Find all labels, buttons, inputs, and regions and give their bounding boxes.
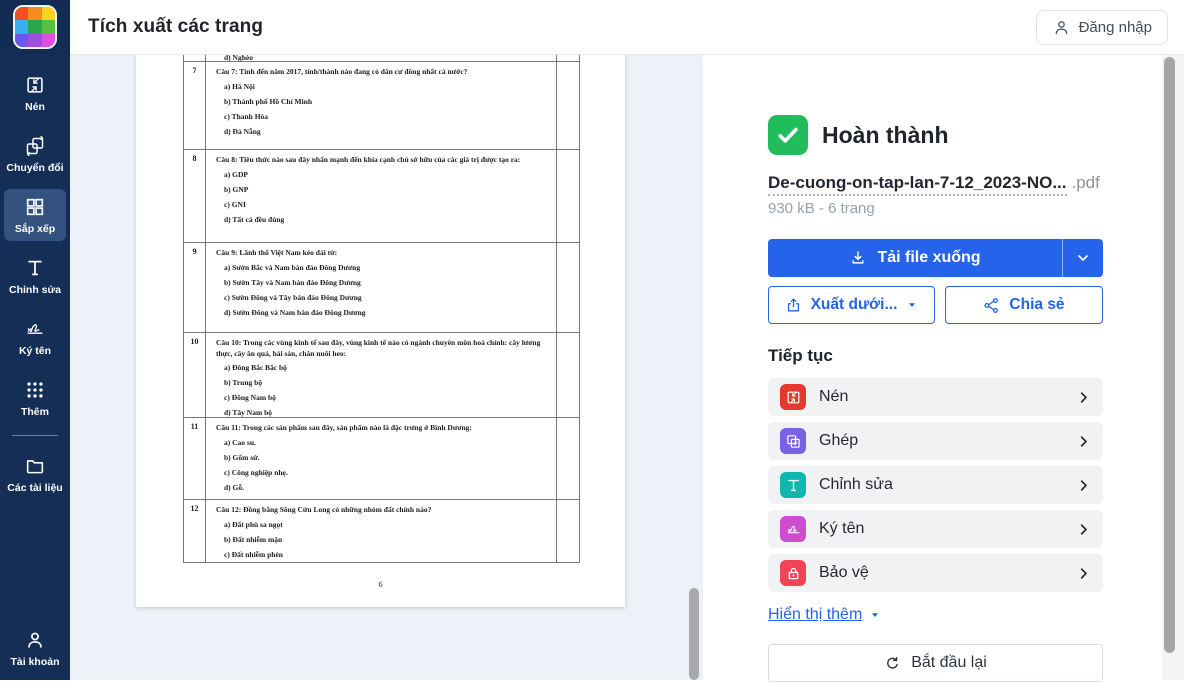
sidebar-item-organize[interactable] <box>4 189 66 241</box>
continue-item-label: Ghép <box>819 432 859 449</box>
document-preview-area <box>70 55 703 680</box>
table-row-q10 <box>184 333 579 418</box>
restart-icon <box>884 655 901 672</box>
continue-heading: Tiếp tục <box>768 346 833 365</box>
document-scrollbar-thumb[interactable] <box>689 588 699 680</box>
sidebar-item-more[interactable] <box>4 372 66 424</box>
page-scrollbar-track <box>1162 55 1184 680</box>
question-number: 7 <box>184 62 206 149</box>
question-text: Câu 7: Tính đến năm 2017, tỉnh/thành nào đang có dân cư đông nhất cả nước? <box>216 67 468 76</box>
sidebar-item-label: Ký tên <box>18 345 52 357</box>
option-line: b) Thành phố Hồ Chí Minh <box>224 96 313 106</box>
question-number: 9 <box>184 243 206 332</box>
table-row-q8 <box>184 150 579 243</box>
pdf-page-number: 6 <box>378 579 383 589</box>
app-logo <box>13 5 57 49</box>
table-row-q11 <box>184 418 579 500</box>
compress-icon <box>24 74 46 96</box>
secondary-actions-row <box>768 286 1103 324</box>
option-line: c) Thanh Hóa <box>224 111 269 121</box>
option-line: c) Đông Nam bộ <box>224 393 276 402</box>
share-button[interactable] <box>945 286 1103 324</box>
caret-down-icon <box>869 609 881 621</box>
file-meta: 930 kB - 6 trang <box>768 200 875 217</box>
top-header <box>0 0 1184 55</box>
person-icon <box>1052 18 1071 37</box>
sidebar-item-edit[interactable] <box>4 250 66 302</box>
page-title: Tích xuất các trang <box>88 16 264 37</box>
status-title: Hoàn thành <box>822 121 949 148</box>
status-row <box>768 115 1103 155</box>
page-scrollbar-thumb[interactable] <box>1164 57 1175 653</box>
sidebar-item-label: Sắp xếp <box>14 223 56 235</box>
sidebar-item-label: Các tài liệu <box>7 482 63 494</box>
download-options-button[interactable] <box>1063 239 1103 277</box>
question-text: Câu 10: Trong các vùng kinh tế sau đây, vùng kinh tế nào có ngành chuyên môn hoá chính: cây lương thực, cây ăn quả, hải sản, chăn nuôi heo: <box>216 338 541 358</box>
caret-down-icon <box>906 299 918 311</box>
option-line: a) Sườn Bắc và Nam bán đảo Đông Dương <box>224 262 361 272</box>
export-icon <box>785 297 802 314</box>
question-text: Câu 9: Lãnh thổ Việt Nam kéo dài từ: <box>216 248 338 257</box>
restart-button[interactable] <box>768 644 1103 682</box>
table-row-q9 <box>184 243 579 333</box>
chevron-right-icon <box>1076 434 1091 449</box>
option-line: d) Gỗ. <box>224 482 245 492</box>
continue-item-sign[interactable] <box>768 510 1103 548</box>
check-icon <box>775 122 801 148</box>
sidebar-item-label: Chuyển đổi <box>6 162 64 174</box>
continue-item-compress[interactable] <box>768 378 1103 416</box>
table-row-q7 <box>184 62 579 150</box>
show-more-label: Hiển thị thêm <box>768 606 863 623</box>
organize-icon <box>24 196 46 218</box>
convert-icon <box>24 135 46 157</box>
table-row-q12 <box>184 500 579 563</box>
download-button[interactable] <box>768 239 1063 277</box>
continue-item-label: Nén <box>819 388 849 405</box>
option-line: b) Gốm sứ. <box>224 452 260 462</box>
sidebar-item-label: Nén <box>25 101 45 113</box>
file-row <box>768 173 1103 193</box>
sidebar-divider <box>12 435 58 436</box>
option-line: c) Sườn Đông và Tây bán đảo Đông Dương <box>224 292 362 302</box>
option-line: a) Đông Bắc Bắc bộ <box>224 363 287 372</box>
question-number: 12 <box>184 500 206 562</box>
more-icon <box>24 379 46 401</box>
download-icon <box>849 249 867 267</box>
result-panel <box>703 55 1158 680</box>
continue-item-label: Ký tên <box>819 520 865 537</box>
chevron-right-icon <box>1076 566 1091 581</box>
chevron-right-icon <box>1076 478 1091 493</box>
success-check-badge <box>768 115 808 155</box>
quiz-table <box>183 55 580 563</box>
option-line: d) Sườn Đông và Nam bán đảo Đông Dương <box>224 307 366 317</box>
restart-label: Bắt đầu lại <box>911 654 987 671</box>
option-line: b) GNP <box>224 184 249 194</box>
continue-item-merge[interactable] <box>768 422 1103 460</box>
option-line: c) GNI <box>224 199 246 209</box>
option-line: d) Nghèo <box>224 55 253 61</box>
show-more-link[interactable] <box>768 606 881 624</box>
app-logo-block[interactable] <box>0 0 70 55</box>
edit-icon <box>780 472 806 498</box>
tools-sidebar <box>0 55 70 680</box>
option-line: d) Tây Nam bộ <box>224 408 272 417</box>
chevron-right-icon <box>1076 522 1091 537</box>
sidebar-item-documents[interactable] <box>4 448 66 500</box>
chevron-right-icon <box>1076 390 1091 405</box>
sidebar-item-compress[interactable] <box>4 67 66 119</box>
option-line: a) Đất phù sa ngọt <box>224 519 283 529</box>
option-line: d) Tất cả đều đúng <box>224 214 285 224</box>
share-label: Chia sẻ <box>1009 296 1065 313</box>
merge-icon <box>780 428 806 454</box>
login-button[interactable] <box>1036 10 1168 45</box>
person-icon <box>24 629 46 651</box>
continue-item-protect[interactable] <box>768 554 1103 592</box>
download-button-group <box>768 239 1103 277</box>
continue-item-label: Chỉnh sửa <box>819 476 893 493</box>
continue-item-label: Bảo vệ <box>819 564 869 581</box>
sidebar-item-convert[interactable] <box>4 128 66 180</box>
option-line: a) Hà Nội <box>224 81 255 91</box>
sidebar-item-label: Tài khoản <box>10 656 60 668</box>
compress-icon <box>780 384 806 410</box>
option-line: a) Cao su. <box>224 437 256 447</box>
option-line: c) Công nghiệp nhẹ. <box>224 467 288 477</box>
export-label: Xuất dưới... <box>810 296 898 313</box>
option-line: b) Sườn Tây và Nam bán đảo Đông Dương <box>224 277 361 287</box>
question-number: 11 <box>184 418 206 499</box>
continue-item-edit[interactable] <box>768 466 1103 504</box>
sidebar-item-account[interactable] <box>4 622 66 674</box>
login-label: Đăng nhập <box>1078 19 1152 36</box>
question-number: 10 <box>184 333 206 417</box>
edit-icon <box>24 257 46 279</box>
sidebar-item-label: Thêm <box>20 406 49 418</box>
question-text: Câu 8: Tiêu thức nào sau đây nhấn mạnh đến khía cạnh chủ sở hữu của các giá trị được tạo ra: <box>216 155 521 164</box>
signature-icon <box>780 516 806 542</box>
question-number: 8 <box>184 150 206 242</box>
chevron-down-icon <box>1075 250 1091 266</box>
pdf-page <box>136 55 625 607</box>
export-as-button[interactable] <box>768 286 935 324</box>
file-name[interactable]: De-cuong-on-tap-lan-7-12_2023-NO... <box>768 173 1067 196</box>
file-extension: .pdf <box>1071 173 1100 192</box>
table-row-partial <box>184 55 579 62</box>
option-line: d) Đà Nẵng <box>224 126 261 136</box>
option-line: a) GDP <box>224 169 248 179</box>
option-line: c) Đất nhiễm phèn <box>224 549 283 559</box>
signature-icon <box>24 318 46 340</box>
option-line: b) Trung bộ <box>224 378 263 387</box>
sidebar-item-sign[interactable] <box>4 311 66 363</box>
question-text: Câu 12: Đồng bằng Sông Cửu Long có những nhóm đất chính nào? <box>216 505 432 514</box>
sidebar-item-label: Chỉnh sửa <box>9 284 61 296</box>
lock-icon <box>780 560 806 586</box>
share-network-icon <box>983 297 1000 314</box>
option-line: b) Đất nhiễm mặn <box>224 534 283 544</box>
folder-icon <box>24 455 46 477</box>
download-label: Tải file xuống <box>877 249 981 266</box>
question-text: Câu 11: Trong các sản phẩm sau đây, sản phẩm nào là đặc trưng ở Bình Dương: <box>216 423 472 432</box>
